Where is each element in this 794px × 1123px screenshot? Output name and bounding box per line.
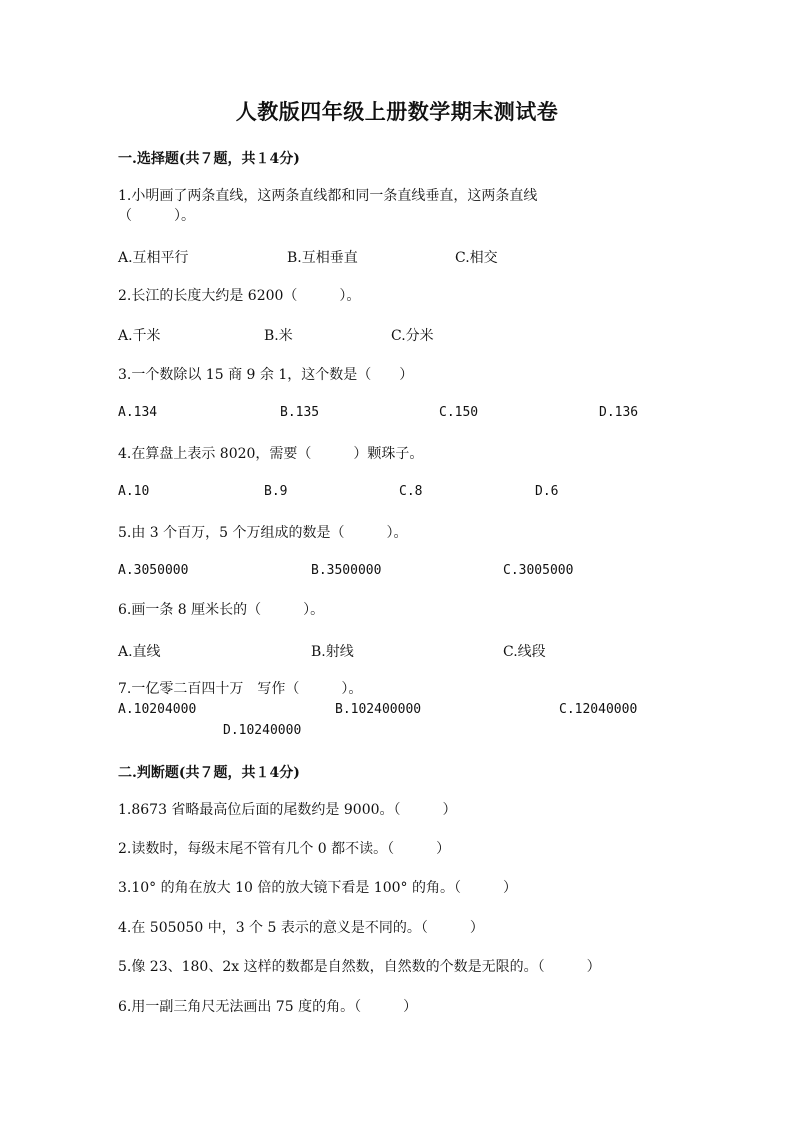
- question-text: 5.由 3 个百万，5 个万组成的数是（ ）。: [118, 525, 408, 541]
- question-text-continuation: （ ）。: [118, 208, 195, 224]
- option-a: A.千米: [118, 328, 161, 344]
- question-text: 1.小明画了两条直线，这两条直线都和同一条直线垂直，这两条直线: [118, 188, 538, 204]
- page-title: 人教版四年级上册数学期末测试卷: [235, 99, 559, 124]
- option-c: C.8: [399, 484, 423, 499]
- question-text: 7.一亿零二百四十万 写作（ ）。: [118, 681, 363, 697]
- option-a: A.3050000: [118, 563, 189, 578]
- section-heading-choice: 一.选择题(共７题，共１4分): [118, 151, 300, 167]
- judgement-item: 3.10° 的角在放大 10 倍的放大镜下看是 100° 的角。（ ）: [118, 880, 517, 896]
- judgement-item: 2.读数时，每级末尾不管有几个 0 都不读。（ ）: [118, 841, 451, 857]
- question-text: 3.一个数除以 15 商 9 余 1，这个数是（ ）: [118, 367, 414, 383]
- section-heading-judgement: 二.判断题(共７题，共１4分): [118, 765, 300, 781]
- question-text: 6.画一条 8 厘米长的（ ）。: [118, 602, 325, 618]
- option-b: B.射线: [311, 644, 354, 660]
- option-a: A.直线: [118, 644, 161, 660]
- question-text: 4.在算盘上表示 8020，需要（ ）颗珠子。: [118, 446, 424, 462]
- question-text: 2.长江的长度大约是 6200（ ）。: [118, 288, 361, 304]
- option-a: A.互相平行: [118, 250, 189, 266]
- option-d: D.136: [599, 405, 639, 420]
- option-b: B.135: [280, 405, 320, 420]
- option-c: C.相交: [455, 250, 498, 266]
- option-c: C.分米: [391, 328, 434, 344]
- option-c: C.3005000: [503, 563, 574, 578]
- option-c: C.线段: [503, 644, 546, 660]
- option-d: D.10240000: [223, 723, 302, 738]
- option-d: D.6: [535, 484, 559, 499]
- judgement-item: 1.8673 省略最高位后面的尾数约是 9000。（ ）: [118, 802, 457, 818]
- option-c: C.150: [439, 405, 479, 420]
- option-c: C.12040000: [559, 702, 638, 717]
- judgement-item: 6.用一副三角尺无法画出 75 度的角。（ ）: [118, 999, 418, 1015]
- option-a: A.10204000: [118, 702, 197, 717]
- option-a: A.134: [118, 405, 158, 420]
- option-b: B.互相垂直: [287, 250, 358, 266]
- option-b: B.3500000: [311, 563, 382, 578]
- option-b: B.米: [264, 328, 293, 344]
- judgement-item: 4.在 505050 中，3 个 5 表示的意义是不同的。（ ）: [118, 920, 484, 936]
- judgement-item: 5.像 23、180、2x 这样的数都是自然数，自然数的个数是无限的。（ ）: [118, 959, 601, 975]
- option-b: B.9: [264, 484, 288, 499]
- option-a: A.10: [118, 484, 150, 499]
- option-b: B.102400000: [335, 702, 422, 717]
